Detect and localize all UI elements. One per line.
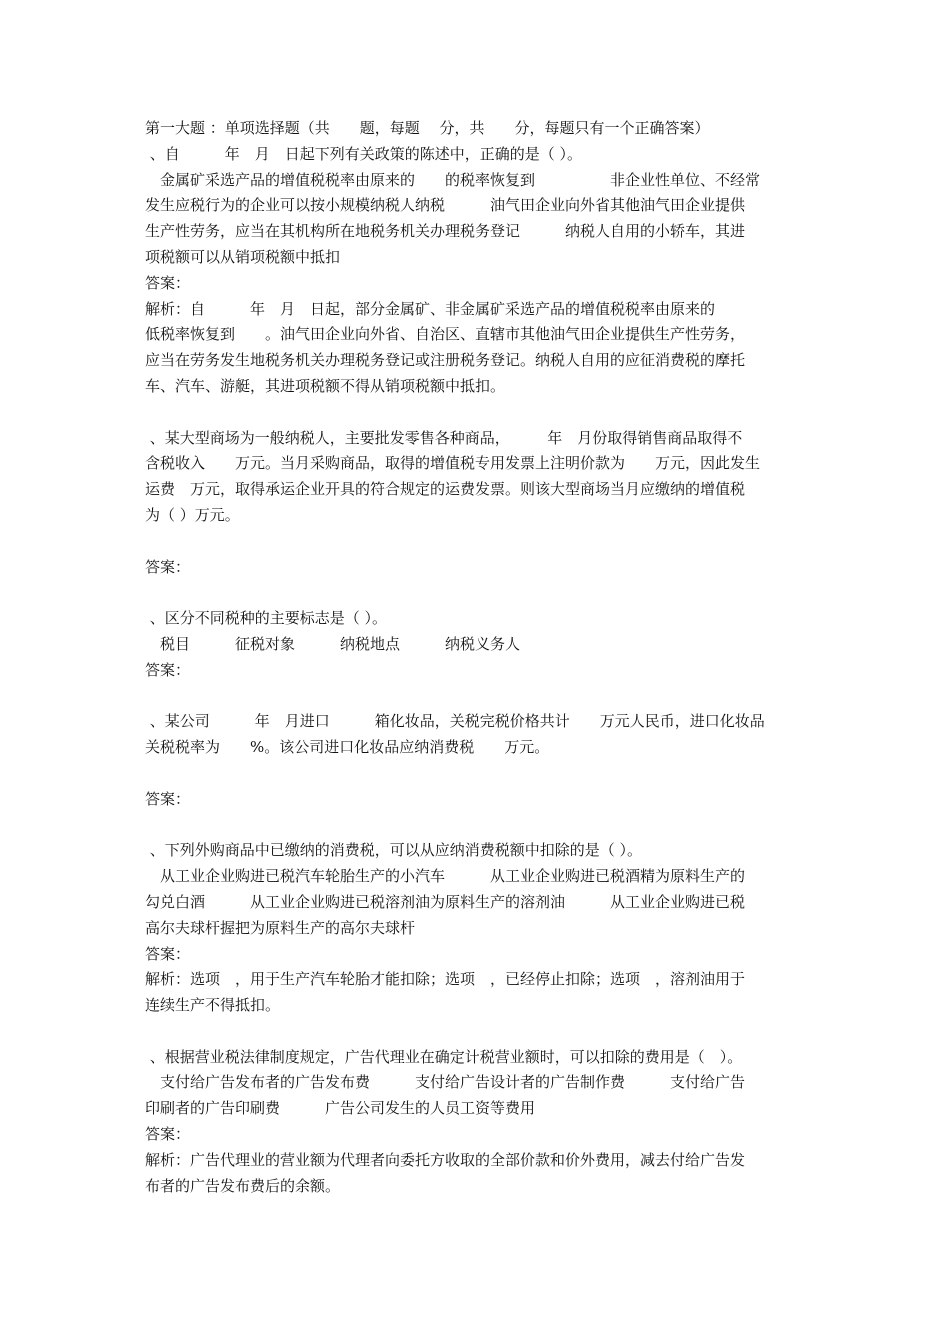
spacer <box>145 580 810 606</box>
question-1-analysis: 应当在劳务发生地税务机关办理税务登记或注册税务登记。纳税人自用的应征消费税的摩托 <box>145 351 746 370</box>
spacer <box>145 813 810 839</box>
question-2-answer: 答案： <box>145 557 191 576</box>
question-2-stem: 运费 万元，取得承运企业开具的符合规定的运费发票。则该大型商场当月应缴纳的增值税 <box>145 480 746 499</box>
question-6-option-line: 支付给广告发布者的广告发布费 支付给广告设计者的广告制作费 支付给广告 <box>145 1073 746 1092</box>
question-1-analysis: 低税率恢复到 。油气田企业向外省、自治区、直辖市其他油气田企业提供生产性劳务， <box>145 325 746 344</box>
question-3-options: 税目 征税对象 纳税地点 纳税义务人 <box>145 634 521 653</box>
question-5-option-line: 高尔夫球杆握把为原料生产的高尔夫球杆 <box>145 918 416 937</box>
section-header: 第一大题 ：单项选择题（共 题，每题 分，共 分，每题只有一个正确答案） <box>145 119 710 137</box>
spacer <box>145 1019 810 1045</box>
question-5-stem: 、下列外购商品中已缴纳的消费税，可以从应纳消费税额中扣除的是（ ）。 <box>145 841 643 860</box>
question-2-stem: 为（ ）万元。 <box>145 505 240 524</box>
question-1-option-line: 生产性劳务，应当在其机构所在地税务机关办理税务登记 纳税人自用的小轿车，其进 <box>145 222 746 241</box>
question-6-analysis: 布者的广告发布费后的余额。 <box>145 1176 341 1195</box>
question-1-stem: 、自 年 月 日起下列有关政策的陈述中，正确的是（ ）。 <box>145 144 583 163</box>
question-6-option-line: 印刷者的广告印刷费 广告公司发生的人员工资等费用 <box>145 1099 536 1118</box>
question-1-analysis: 车、汽车、游艇，其进项税额不得从销项税额中抵扣。 <box>145 376 506 395</box>
spacer <box>145 529 810 555</box>
question-1-option-line: 发生应税行为的企业可以按小规模纳税人纳税 油气田企业向外省其他油气田企业提供 <box>145 196 746 215</box>
question-5-option-line: 从工业企业购进已税汽车轮胎生产的小汽车 从工业企业购进已税酒精为原料生产的 <box>145 867 746 886</box>
question-1-answer: 答案： <box>145 273 191 292</box>
question-5-analysis: 连续生产不得抵扣。 <box>145 996 281 1015</box>
question-1-analysis: 解析：自 年 月 日起，部分金属矿、非金属矿采选产品的增值税税率由原来的 <box>145 299 716 318</box>
spacer <box>145 400 810 426</box>
question-2-stem: 含税收入 万元。当月采购商品，取得的增值税专用发票上注明价款为 万元，因此发生 <box>145 454 761 473</box>
question-4-stem: 关税税率为 %。该公司进口化妆品应纳消费税 万元。 <box>145 738 550 757</box>
question-3-stem: 、区分不同税种的主要标志是（ ）。 <box>145 609 388 628</box>
question-2-stem: 、某大型商场为一般纳税人，主要批发零售各种商品， 年 月份取得销售商品取得不 <box>145 428 743 447</box>
question-6-stem: 、根据营业税法律制度规定，广告代理业在确定计税营业额时，可以扣除的费用是（ ）。 <box>145 1047 743 1066</box>
spacer <box>145 684 810 710</box>
question-5-analysis: 解析：选项 ，用于生产汽车轮胎才能扣除；选项 ，已经停止扣除；选项 ，溶剂油用于 <box>145 970 746 989</box>
question-5-answer: 答案： <box>145 944 191 963</box>
question-5-option-line: 勾兑白酒 从工业企业购进已税溶剂油为原料生产的溶剂油 从工业企业购进已税 <box>145 892 746 911</box>
question-1-option-line: 项税额可以从销项税额中抵扣 <box>145 247 341 266</box>
question-6-analysis: 解析：广告代理业的营业额为代理者向委托方收取的全部价款和价外费用，减去付给广告发 <box>145 1150 746 1169</box>
spacer <box>145 761 810 787</box>
question-3-answer: 答案： <box>145 660 191 679</box>
question-4-stem: 、某公司 年 月进口 箱化妆品，关税完税价格共计 万元人民币，进口化妆品 <box>145 712 765 731</box>
question-4-answer: 答案： <box>145 789 191 808</box>
question-1-option-line: 金属矿采选产品的增值税税率由原来的 的税率恢复到 非企业性单位、不经常 <box>145 170 761 189</box>
question-6-answer: 答案： <box>145 1125 191 1144</box>
document-page <box>145 116 810 1199</box>
